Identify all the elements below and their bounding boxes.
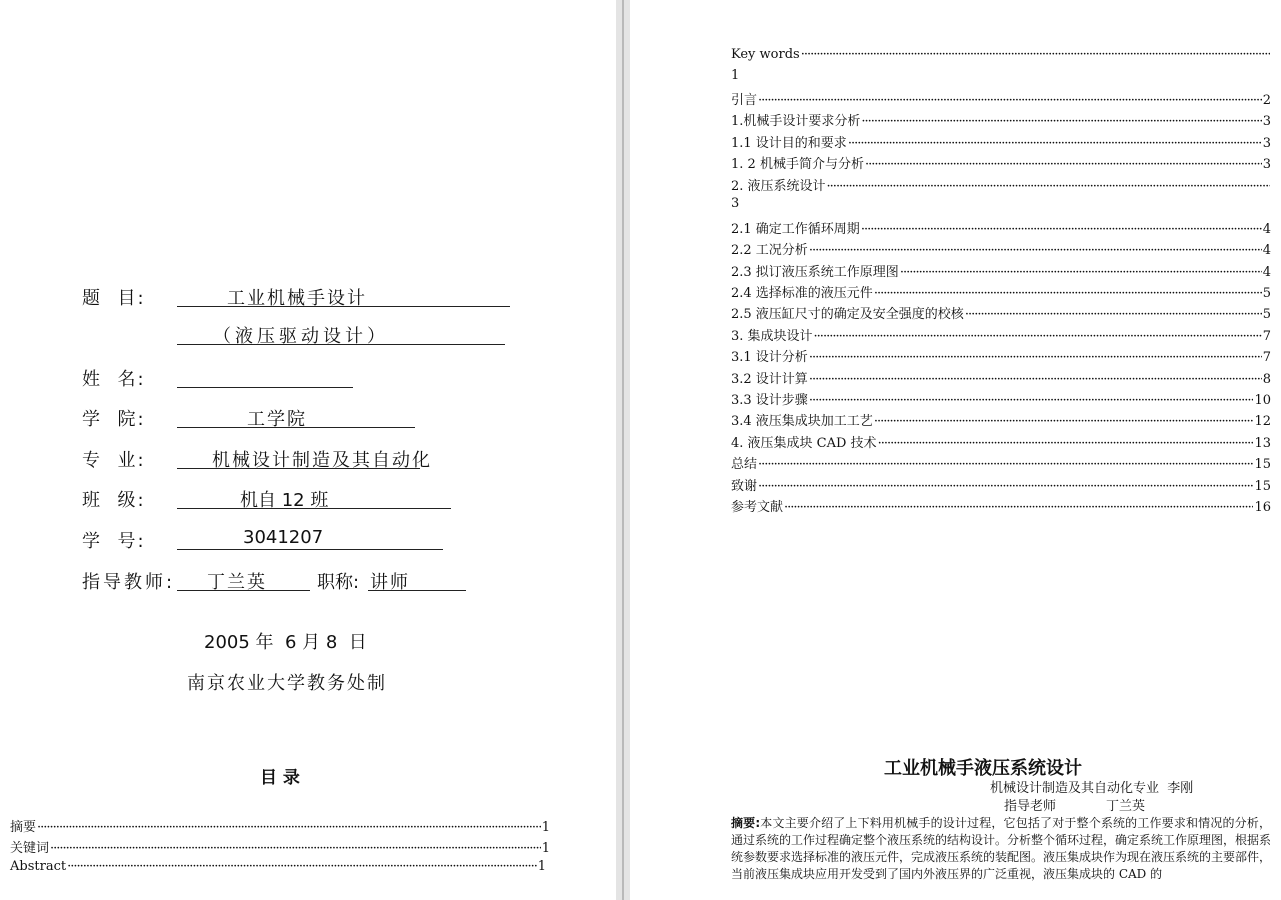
field-value-line — [177, 365, 353, 388]
field-label: 学 号: — [82, 531, 146, 552]
toc-leader-dots — [861, 114, 1261, 129]
toc-leader-dots — [809, 372, 1262, 387]
field-value: 3041207 — [243, 527, 324, 548]
toc-entry-title: 关键词 — [10, 841, 50, 856]
toc-entry-title: Abstract — [10, 859, 67, 874]
field-value: 丁兰英 — [207, 572, 267, 593]
toc-entry-title: 2.2 工况分析 — [731, 243, 808, 258]
abstract-text: 本文主要介绍了上下料用机械手的设计过程，它包括了对于整个系统的工作要求和情况的分析，通过系统的工作过程确定整个液压系统的结构设计。分析整个循环过程，确定系统工作原理图，根据系统参数要求选择标准的液压元件，完成液压系统的装配图。液压集成块作为现在液压系统的主要部件，当前液压集成块应用开发受到了国内外液压界的广泛重视，液压集成块的 CAD 的 — [731, 816, 1272, 881]
toc-entry — [10, 837, 550, 856]
toc-entry — [10, 816, 550, 835]
toc-entry-title: 3.4 液压集成块加工工艺 — [731, 414, 873, 429]
toc-entry-title: 2.4 选择标准的液压元件 — [731, 286, 873, 301]
toc-entry-title: 1.机械手设计要求分析 — [731, 114, 861, 129]
toc-leader-dots — [965, 307, 1262, 322]
toc-entry-page: 3 — [1262, 114, 1271, 129]
field-value-line — [177, 527, 443, 550]
field-label: 班 级: — [82, 490, 146, 511]
title-value: 讲师 — [370, 572, 410, 593]
toc-leader-dots — [814, 329, 1262, 344]
toc-entry-page: 4 — [1262, 222, 1271, 237]
toc-entry-title: 3. 集成块设计 — [731, 329, 813, 344]
field-value-line — [177, 486, 451, 509]
toc-entry-title: 1. 2 机械手简介与分析 — [731, 157, 864, 172]
toc-entry-page: 15 — [1254, 479, 1271, 494]
toc-entry-page: 15 — [1254, 457, 1271, 472]
toc-entry-title: 4. 液压集成块 CAD 技术 — [731, 436, 877, 451]
toc-entry — [731, 475, 1271, 494]
toc-entry-title: 2. 液压系统设计 — [731, 179, 826, 194]
toc-entry-title: 致谢 — [731, 479, 758, 494]
toc-entry — [731, 368, 1271, 387]
abstract-paragraph — [731, 815, 1271, 883]
toc-entry-title: 2.5 液压缸尺寸的确定及安全强度的校核 — [731, 307, 964, 322]
field-value-line — [177, 284, 510, 307]
field-label: 题 目: — [82, 288, 146, 309]
toc-leader-dots — [50, 841, 541, 856]
toc-leader-dots — [758, 457, 1253, 472]
toc-entry — [731, 153, 1271, 172]
toc-entry-page: 4 — [1262, 265, 1271, 280]
toc-entry-page: 13 — [1254, 436, 1271, 451]
toc-entry — [731, 196, 739, 211]
toc-entry-page: 16 — [1254, 500, 1271, 515]
toc-entry-page: 8 — [1262, 372, 1271, 387]
toc-entry-page: 1 — [541, 820, 550, 835]
toc-leader-dots — [784, 500, 1253, 515]
toc-entry — [731, 89, 1271, 108]
toc-entry — [731, 47, 1271, 62]
toc-leader-dots — [848, 136, 1262, 151]
article-title: 工业机械手液压系统设计 — [884, 758, 1082, 779]
toc-entry — [731, 496, 1271, 515]
toc-leader-dots — [809, 393, 1254, 408]
toc-entry-page: 2 — [1262, 93, 1271, 108]
toc-entry-page: 1 — [537, 859, 546, 874]
field-value-line — [177, 446, 432, 471]
toc-leader-dots — [758, 93, 1262, 108]
toc-entry-page: 3 — [1262, 157, 1271, 172]
toc-entry-title: 参考文献 — [731, 500, 784, 515]
field-label: 指导教师: — [82, 572, 176, 593]
toc-entry — [731, 68, 739, 83]
toc-entry — [731, 132, 1271, 151]
toc-leader-dots — [67, 859, 537, 874]
toc-entry — [10, 859, 546, 874]
toc-entry-page: 5 — [1262, 286, 1271, 301]
toc-entry-page: 5 — [1262, 307, 1271, 322]
toc-entry-page: 10 — [1254, 393, 1271, 408]
toc-entry-title: 引言 — [731, 93, 758, 108]
toc-entry — [731, 389, 1271, 408]
toc-entry — [731, 346, 1271, 365]
toc-entry — [731, 110, 1271, 129]
cover-institution: 南京农业大学教务处制 — [187, 673, 387, 694]
field-value: 工学院 — [247, 409, 307, 430]
field-value: 工业机械手设计 — [227, 288, 367, 309]
title-label: 职称: — [317, 572, 360, 593]
toc-entry-title: 总结 — [731, 457, 758, 472]
field-label: 专 业: — [82, 450, 146, 471]
toc-entry — [731, 453, 1271, 472]
toc-entry — [731, 410, 1271, 429]
field-value-line — [177, 322, 505, 345]
toc-entry — [731, 303, 1271, 322]
field-value: （液压驱动设计） — [213, 326, 389, 347]
toc-leader-dots — [865, 157, 1262, 172]
toc-leader-dots — [861, 222, 1262, 237]
toc-entry-title: 3.1 设计分析 — [731, 350, 808, 365]
advisor-name: 丁兰英 — [1106, 799, 1146, 814]
toc-entry-title: Key words — [731, 47, 800, 62]
toc-entry-title: 2.3 拟订液压系统工作原理图 — [731, 265, 899, 280]
page-divider — [622, 0, 624, 900]
toc-entry — [731, 432, 1271, 451]
toc-entry-title: 2.1 确定工作循环周期 — [731, 222, 860, 237]
toc-leader-dots — [878, 436, 1254, 451]
document-page-right — [630, 0, 1281, 900]
field-label: 姓 名: — [82, 369, 146, 390]
toc-leader-dots — [801, 47, 1270, 62]
toc-leader-dots — [37, 820, 541, 835]
toc-entry-title: 3.2 设计计算 — [731, 372, 808, 387]
field-value-line — [177, 405, 415, 428]
toc-leader-dots — [758, 479, 1253, 494]
toc-entry — [731, 325, 1271, 344]
toc-leader-dots — [874, 414, 1254, 429]
toc-entry-page: 12 — [1254, 414, 1271, 429]
field-value: 机械设计制造及其自动化 — [212, 450, 432, 471]
toc-entry-page: 1 — [541, 841, 550, 856]
toc-entry — [731, 261, 1271, 280]
toc-leader-dots — [809, 350, 1262, 365]
toc-entry-title: 3 — [731, 196, 740, 211]
toc-entry-page: 7 — [1262, 329, 1271, 344]
abstract-label: 摘要: — [731, 816, 761, 830]
toc-entry — [731, 175, 1271, 194]
toc-leader-dots — [900, 265, 1262, 280]
toc-entry-title: 摘要 — [10, 820, 37, 835]
toc-leader-dots — [874, 286, 1262, 301]
toc-entry — [731, 282, 1271, 301]
toc-leader-dots — [809, 243, 1262, 258]
toc-entry-page: 4 — [1262, 243, 1271, 258]
toc-entry-page: 3 — [1262, 136, 1271, 151]
title-value-line — [368, 568, 466, 591]
author-line: 机械设计制造及其自动化专业 李刚 — [990, 781, 1194, 796]
toc-entry-page: 7 — [1262, 350, 1271, 365]
toc-entry — [731, 218, 1271, 237]
advisor-label: 指导老师 — [1004, 799, 1057, 814]
toc-entry-title: 1.1 设计目的和要求 — [731, 136, 847, 151]
cover-date: 2005 年 6 月 8 日 — [204, 632, 367, 653]
document-page-left — [0, 0, 616, 900]
toc-leader-dots — [827, 179, 1270, 194]
field-value-line — [177, 568, 310, 591]
toc-entry-title: 3.3 设计步骤 — [731, 393, 808, 408]
field-value: 机自 12 班 — [240, 490, 329, 511]
toc-heading: 目 录 — [260, 768, 300, 788]
field-label: 学 院: — [82, 409, 146, 430]
toc-entry-title: 1 — [731, 68, 740, 83]
toc-entry — [731, 239, 1271, 258]
